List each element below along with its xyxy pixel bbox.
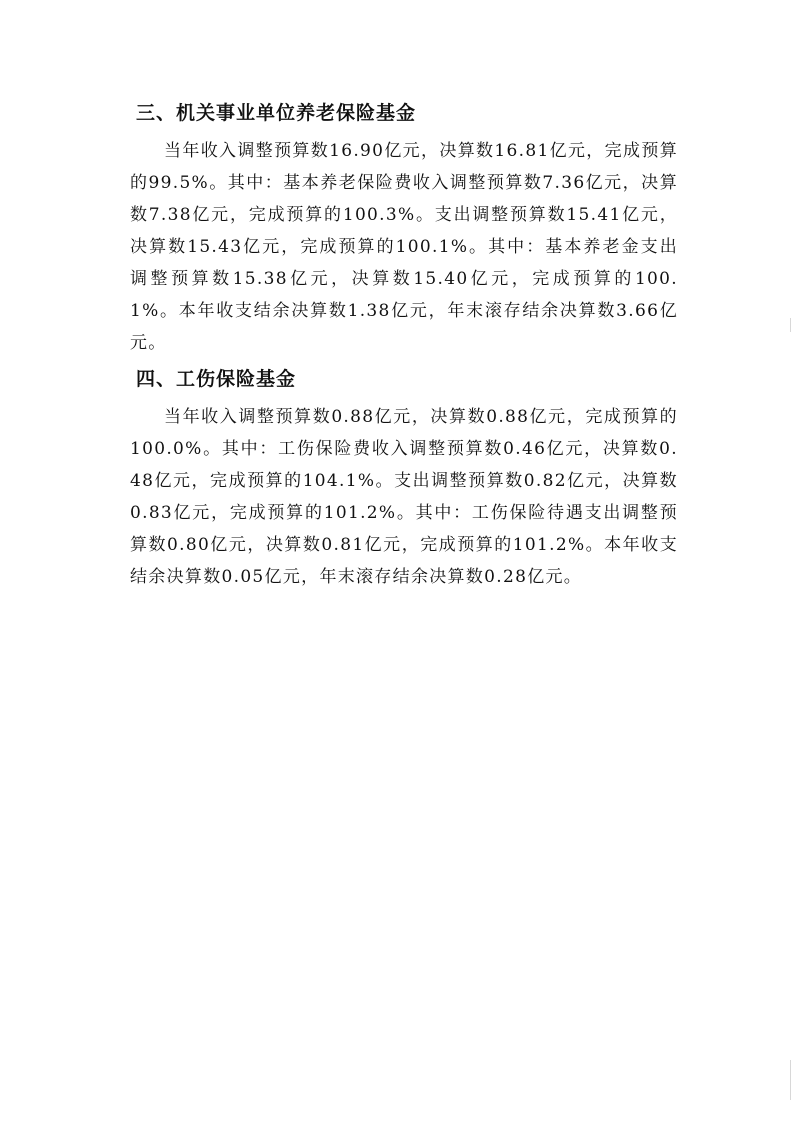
section-paragraph: 当年收入调整预算数0.88亿元，决算数0.88亿元，完成预算的100.0%。其中：工伤保险费收入调整预算数0.46亿元，决算数0.48亿元，完成预算的104.1%。支出调整预算数0.82亿元，决算数0.83亿元，完成预算的101.2%。其中：工伤保险待遇支出调整预算数0.80亿元，决算数0.81亿元，完成预算的101.2%。本年收支结余决算数0.05亿元，年末滚存结余决算数0.28亿元。	[130, 407, 678, 587]
section-heading: 三、机关事业单位养老保险基金	[136, 102, 417, 124]
scan-edge-mark	[790, 1060, 791, 1100]
section-injury-insurance-fund	[130, 362, 678, 593]
section-paragraph: 当年收入调整预算数16.90亿元，决算数16.81亿元，完成预算的99.5%。其中：基本养老保险费收入调整预算数7.36亿元，决算数7.38亿元，完成预算的100.3%。支出调整预算数15.41亿元，决算数15.43亿元，完成预算的100.1%。其中：基本养老金支出调整预算数15.38亿元，决算数15.40亿元，完成预算的100.1%。本年收支结余决算数1.38亿元，年末滚存结余决算数3.66亿元。	[130, 141, 678, 353]
section-heading: 四、工伤保险基金	[136, 368, 297, 390]
section-pension-fund	[130, 96, 678, 359]
scan-edge-mark	[790, 318, 791, 332]
